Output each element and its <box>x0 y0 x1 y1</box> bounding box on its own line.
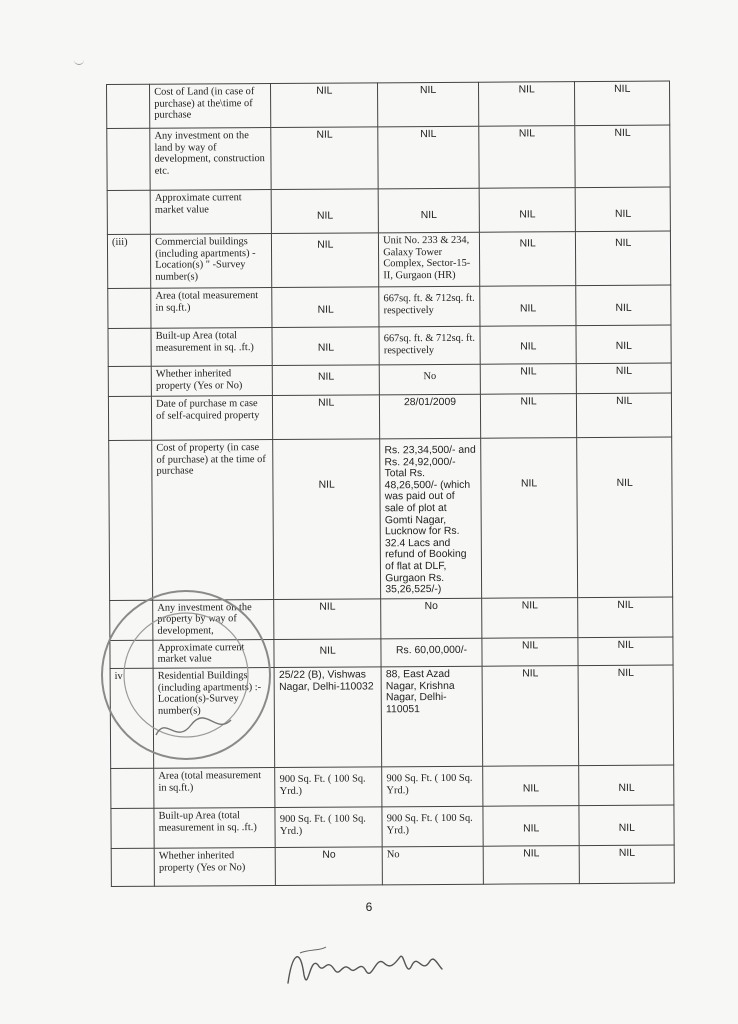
value-cell-4: NIL <box>576 231 671 286</box>
value-cell-4: NIL <box>577 393 672 438</box>
value-cell-3: NIL <box>482 637 579 666</box>
value-cell-3: NIL <box>481 438 579 598</box>
table-row <box>110 597 673 640</box>
table-row <box>107 125 670 190</box>
value-cell-3: NIL <box>482 597 579 638</box>
value-cell-3: NIL <box>483 806 580 847</box>
value-cell-3: NIL <box>483 846 580 885</box>
item-description: Any investment on the property by way of development, <box>153 599 274 640</box>
item-description: Area (total measurement in sq.ft.) <box>154 767 275 808</box>
value-cell-2: 900 Sq. Ft. ( 100 Sq. Yrd.) <box>382 806 483 847</box>
value-cell-4: NIL <box>576 285 671 326</box>
value-cell-1: NIL <box>271 83 378 128</box>
value-cell-3: NIL <box>480 326 577 365</box>
table-row <box>107 231 670 288</box>
value-cell-1: NIL <box>273 365 380 396</box>
value-cell-1: NIL <box>272 287 379 328</box>
page-mark <box>74 58 84 65</box>
table-row <box>111 805 674 848</box>
item-description: Built-up Area (total measurement in sq. .ft.) <box>151 327 272 366</box>
value-cell-3: NIL <box>479 126 576 189</box>
item-number <box>109 440 153 600</box>
value-cell-2: Rs. 23,34,500/- and Rs. 24,92,000/- Total Rs. 48,26,500/- (which was paid out of sale of plot at Gomti Nagar, Lucknow for Rs. 32.4 Lacs and refund of Booking of flat at DLF, Gurgaon Rs. 35,26,525/-) <box>380 438 482 598</box>
value-cell-2: No <box>381 598 482 639</box>
item-number <box>108 328 151 366</box>
item-description: Approximate current market value <box>153 639 274 668</box>
value-cell-1: NIL <box>274 639 381 668</box>
item-description: Commercial buildings (including apartments) - Location(s) " -Survey number(s) <box>151 233 273 288</box>
item-description: Approximate current market value <box>150 189 271 234</box>
value-cell-4: NIL <box>577 437 673 597</box>
value-cell-4: NIL <box>576 187 671 232</box>
table-row <box>111 845 674 886</box>
value-cell-1: NIL <box>272 189 379 234</box>
value-cell-3: NIL <box>479 232 576 287</box>
item-number <box>110 640 153 668</box>
value-cell-3: NIL <box>482 666 579 767</box>
table-row <box>108 363 671 396</box>
value-cell-4: NIL <box>578 597 673 638</box>
item-number <box>108 366 151 396</box>
signature <box>280 935 450 995</box>
value-cell-3: NIL <box>480 286 577 327</box>
item-description: Cost of Land (in case of purchase) at the\time of purchase <box>150 83 271 128</box>
value-cell-2: 667sq. ft. & 712sq. ft. respectively <box>379 286 480 327</box>
value-cell-3: NIL <box>479 188 576 233</box>
value-cell-2: NIL <box>378 188 479 233</box>
item-description: Residential Buildings (including apartments) :-Location(s)-Survey number(s) <box>153 667 275 768</box>
item-description: Cost of property (in case of purchase) at the time of purchase <box>152 439 274 599</box>
value-cell-4: NIL <box>576 325 671 364</box>
item-description: Any investment on the land by way of development, construction etc. <box>150 127 272 190</box>
property-details-table <box>106 81 675 887</box>
value-cell-4: NIL <box>580 845 675 884</box>
item-number <box>108 396 151 440</box>
value-cell-3: NIL <box>478 82 575 127</box>
item-number: iv <box>110 668 154 768</box>
value-cell-4: NIL <box>579 765 674 806</box>
value-cell-2: 900 Sq. Ft. ( 100 Sq. Yrd.) <box>382 766 483 807</box>
value-cell-4: NIL <box>577 363 672 394</box>
value-cell-1: NIL <box>274 599 381 640</box>
value-cell-2: 667sq. ft. & 712sq. ft. respectively <box>379 326 480 365</box>
value-cell-1: NIL <box>273 395 380 440</box>
item-description: Whether inherited property (Yes or No) <box>151 365 272 396</box>
item-number <box>111 848 154 886</box>
value-cell-2: Unit No. 233 & 234, Galaxy Tower Complex, Sector-15-II, Gurgaon (HR) <box>379 232 480 287</box>
table-row <box>108 285 671 328</box>
item-number <box>110 600 153 640</box>
value-cell-2: No <box>379 364 480 395</box>
value-cell-4: NIL <box>575 81 670 126</box>
item-description: Whether inherited property (Yes or No) <box>154 847 275 886</box>
value-cell-1: NIL <box>273 439 381 599</box>
value-cell-1: NIL <box>272 233 379 288</box>
item-description: Date of purchase m case of self-acquired property <box>152 395 273 440</box>
item-number <box>108 288 151 328</box>
value-cell-1: 900 Sq. Ft. ( 100 Sq. Yrd.) <box>275 807 382 848</box>
value-cell-2: 28/01/2009 <box>380 394 481 439</box>
value-cell-4: NIL <box>578 665 673 766</box>
table-row <box>110 637 673 669</box>
value-cell-4: NIL <box>579 805 674 846</box>
table-row <box>107 187 670 234</box>
item-number <box>111 808 154 848</box>
table-row <box>107 81 670 128</box>
value-cell-4: NIL <box>578 637 673 666</box>
value-cell-2: Rs. 60,00,000/- <box>381 638 482 667</box>
value-cell-1: 900 Sq. Ft. ( 100 Sq. Yrd.) <box>275 767 382 808</box>
item-number <box>111 768 154 808</box>
value-cell-4: NIL <box>575 125 670 188</box>
value-cell-1: No <box>276 847 383 886</box>
item-number <box>107 128 151 190</box>
table-row <box>108 393 671 440</box>
value-cell-2: NIL <box>378 82 479 127</box>
page-number: 6 <box>365 900 373 914</box>
item-description: Built-up Area (total measurement in sq. .ft.) <box>154 807 275 848</box>
item-number <box>107 190 150 234</box>
value-cell-3: NIL <box>480 364 577 395</box>
item-number: (iii) <box>107 234 150 288</box>
table-row <box>109 437 673 600</box>
value-cell-3: NIL <box>483 766 580 807</box>
value-cell-2: NIL <box>378 126 479 189</box>
table-row <box>108 325 671 366</box>
value-cell-2: No <box>382 846 483 885</box>
item-description: Area (total measurement in sq.ft.) <box>151 287 272 328</box>
value-cell-1: 25/22 (B), Vishwas Nagar, Delhi-110032 <box>274 667 381 768</box>
value-cell-1: NIL <box>272 327 379 366</box>
value-cell-3: NIL <box>480 394 577 439</box>
table-row <box>111 765 674 808</box>
value-cell-2: 88, East Azad Nagar, Krishna Nagar, Delhi-110051 <box>381 666 482 767</box>
value-cell-1: NIL <box>271 127 378 190</box>
table-row <box>110 665 674 768</box>
item-number <box>107 84 150 128</box>
